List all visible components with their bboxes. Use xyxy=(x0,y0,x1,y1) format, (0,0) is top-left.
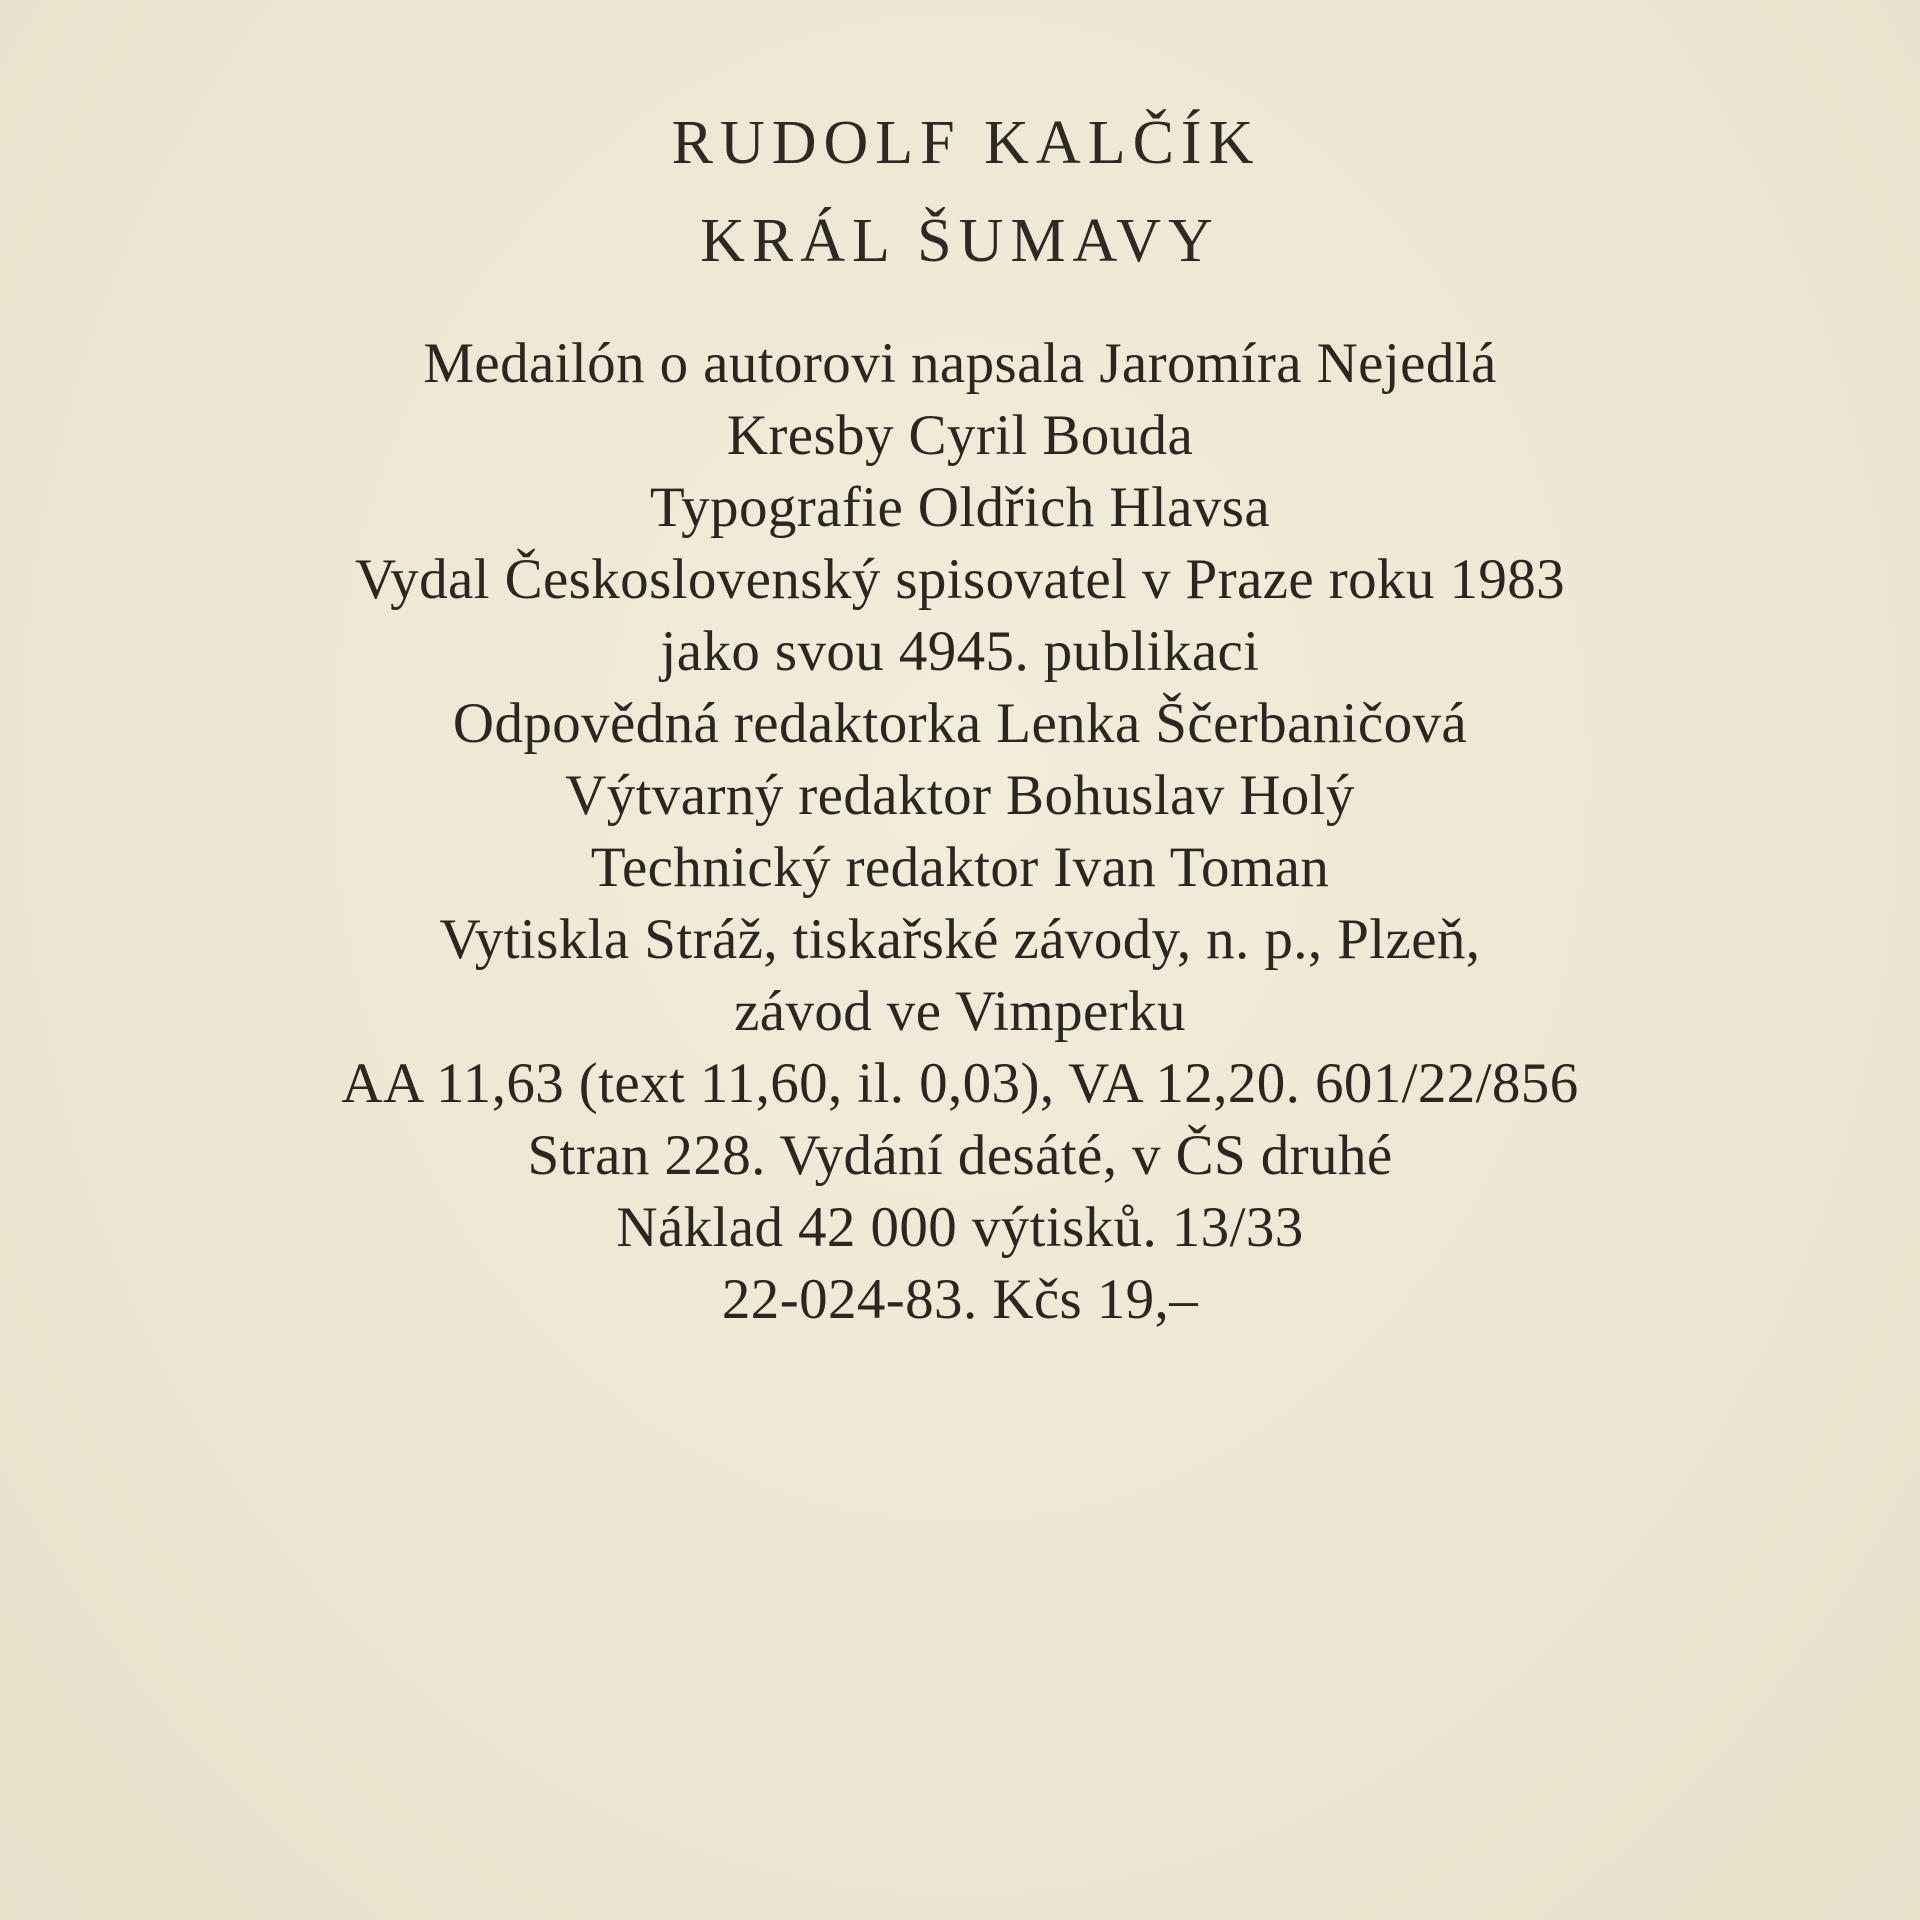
author-name: RUDOLF KALČÍK xyxy=(671,109,1261,177)
colophon-line-illustrations: Kresby Cyril Bouda xyxy=(726,404,1194,467)
colophon-line-art-editor: Výtvarný redaktor Bohuslav Holý xyxy=(565,764,1355,827)
colophon-line-editor: Odpovědná redaktorka Lenka Ščerbaničová xyxy=(452,692,1468,755)
colophon-line-sheets: AA 11,63 (text 11,60, il. 0,03), VA 12,20. 601/22/856 xyxy=(341,1052,1579,1115)
colophon-line-printer: Vytiskla Stráž, tiskařské závody, n. p., Plzeň, xyxy=(439,908,1481,971)
colophon-line-foreword: Medailón o autorovi napsala Jaromíra Nejedlá xyxy=(423,332,1497,395)
colophon-line-print-run: Náklad 42 000 výtisků. 13/33 xyxy=(616,1196,1304,1259)
colophon-line-publication-number: jako svou 4945. publikaci xyxy=(660,620,1260,683)
colophon-line-pages-edition: Stran 228. Vydání desáté, v ČS druhé xyxy=(527,1124,1393,1187)
title-block xyxy=(0,109,1920,275)
colophon-line-printer-plant: závod ve Vimperku xyxy=(734,980,1186,1043)
colophon-line-price: 22-024-83. Kčs 19,– xyxy=(721,1268,1199,1331)
colophon-line-typography: Typografie Oldřich Hlavsa xyxy=(649,476,1271,539)
colophon-line-publisher: Vydal Československý spisovatel v Praze roku 1983 xyxy=(354,548,1566,611)
colophon-line-technical-editor: Technický redaktor Ivan Toman xyxy=(590,836,1330,899)
book-title: KRÁL ŠUMAVY xyxy=(700,207,1220,275)
colophon-text xyxy=(0,328,1920,1336)
